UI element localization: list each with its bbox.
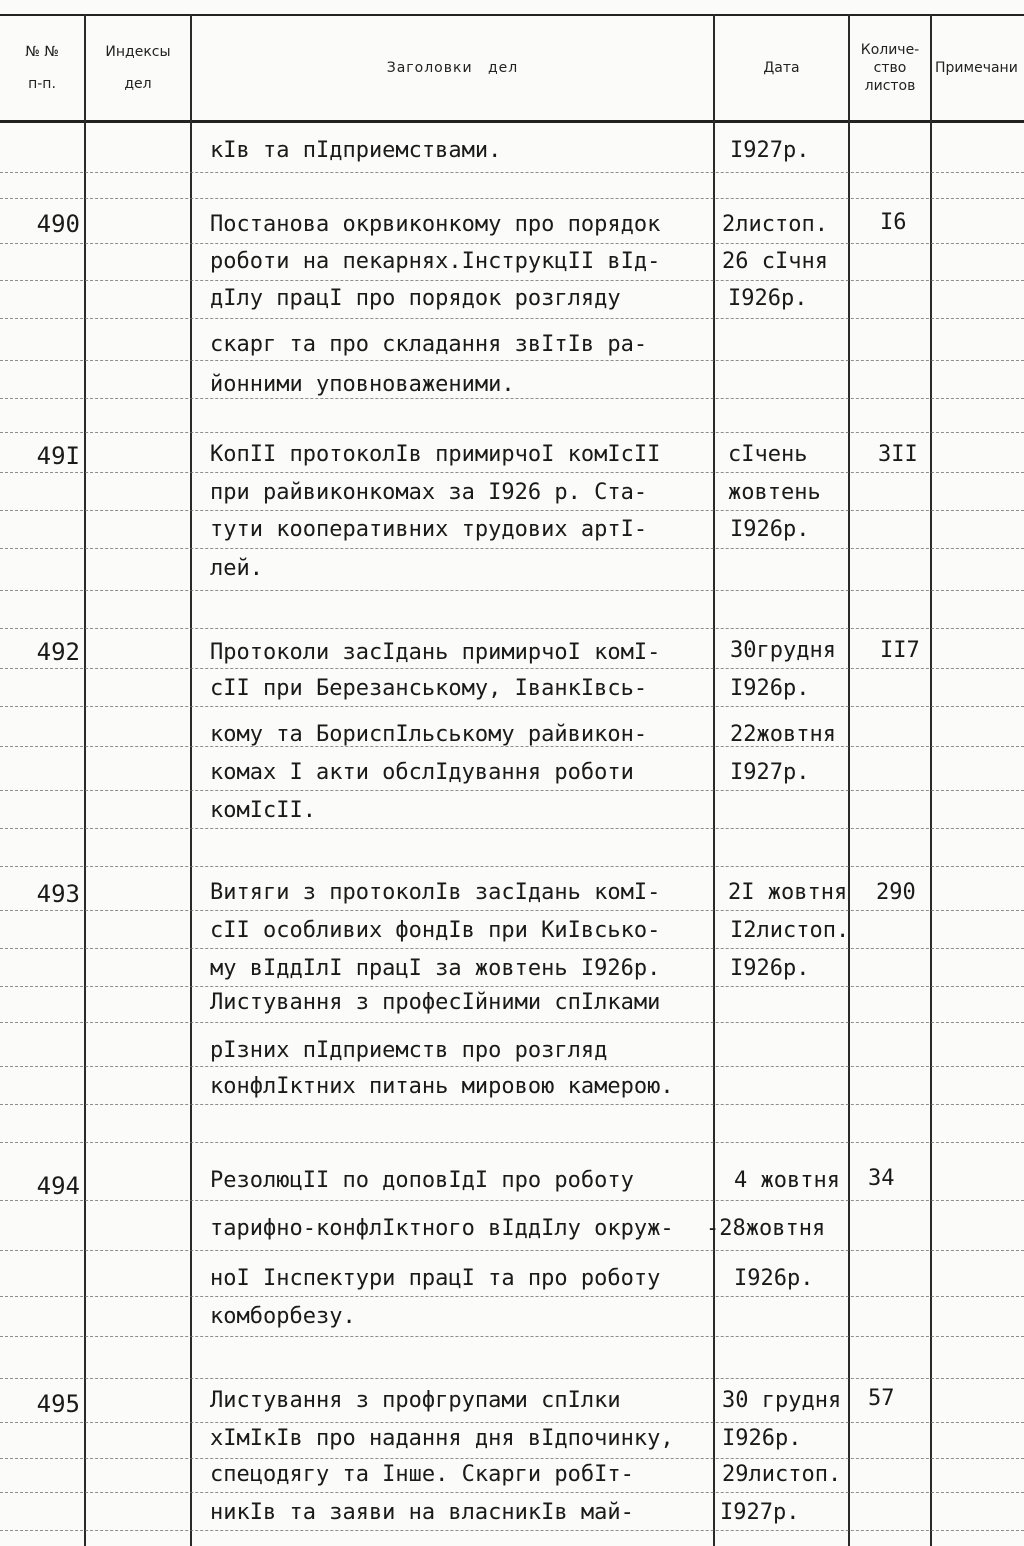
entry-sheet-count: I6 [880, 210, 907, 235]
entry-date: 30грудня [730, 638, 836, 663]
entry-sheet-count: 3II [878, 442, 918, 467]
entry-date: 4 жовтня [734, 1168, 840, 1193]
entry-title-line: му вIддIлI працI за жовтень I926р. [210, 956, 661, 981]
rule-line [0, 510, 1024, 511]
entry-title-line: дIлу працI про порядок розгляду [210, 286, 621, 311]
entry-date: 2I жовтня [728, 880, 848, 905]
header-title-text: Заголовки дел [386, 60, 519, 76]
rule-line [0, 280, 1024, 281]
entry-sheet-count: 290 [876, 880, 916, 905]
entry-title-line: тути кооперативних трудових артI- [210, 517, 648, 542]
entry-date: I926р. [734, 1266, 814, 1291]
header-date-text: Дата [763, 60, 800, 76]
rule-line [0, 472, 1024, 473]
rule-line [0, 1492, 1024, 1493]
entry-title-line: комIсII. [210, 798, 316, 823]
header-index-line1: Индексы [105, 44, 171, 60]
entry-title-line: комборбезу. [210, 1304, 356, 1329]
entry-title-line: при райвиконкомах за I926 р. Ста- [210, 480, 648, 505]
rule-line [0, 172, 1024, 173]
rule-line [0, 910, 1024, 911]
entry-date: I927р. [730, 138, 810, 163]
rule-line [0, 706, 1024, 707]
entry-title-line: Листування з профгрупами спIлки [210, 1388, 621, 1413]
rule-line [0, 1296, 1024, 1297]
header-index-line2: дел [124, 76, 152, 92]
rule-line [0, 1066, 1024, 1067]
entry-title-line: комах I акти обслIдування роботи [210, 760, 634, 785]
rule-line [0, 668, 1024, 669]
entry-number: 493 [36, 880, 80, 908]
header-index [86, 14, 190, 122]
entry-title-line: сII особливих фондIв при КиIвсько- [210, 918, 661, 943]
entry-number: 490 [36, 210, 80, 238]
entry-date: I927р. [730, 760, 810, 785]
entry-title-line: РезолюцII по доповIдI про роботу [210, 1168, 634, 1193]
rule-line [0, 986, 1024, 987]
entry-title-line: конфлIктних питань мировою камерою. [210, 1074, 674, 1099]
header-count-line3: листов [864, 78, 916, 94]
rule-line [0, 1458, 1024, 1459]
header-notes-text: Примечани [935, 60, 1018, 76]
header-title [192, 14, 713, 122]
entry-date: I926р. [730, 517, 810, 542]
rule-line [0, 243, 1024, 244]
entry-date: I926р. [728, 286, 808, 311]
entry-date: 26 сIчня [722, 249, 828, 274]
entry-sheet-count: II7 [880, 638, 920, 663]
header-date [715, 14, 848, 122]
rule-line [0, 1336, 1024, 1337]
entry-title-line: хIмIкIв про надання дня вIдпочинку, [210, 1426, 674, 1451]
entry-number: 495 [36, 1390, 80, 1418]
entry-sheet-count: 57 [868, 1386, 895, 1411]
entry-title-line: роботи на пекарнях.IнструкцII вIд- [210, 249, 661, 274]
entry-title-line: сII при Березанському, IванкIвсь- [210, 676, 648, 701]
rule-line [0, 548, 1024, 549]
entry-title-line: тарифно-конфлIктного вIддIлу окруж- [210, 1216, 674, 1241]
entry-title-line: лей. [210, 556, 263, 581]
entry-number: 492 [36, 638, 80, 666]
entry-title-line: Листування з професIйними спIлками [210, 990, 661, 1015]
rule-line [0, 1142, 1024, 1143]
entry-title-line: йонними уповноваженими. [210, 372, 515, 397]
entry-title-line: кIв та пIдприемствами. [210, 138, 502, 163]
rule-line [0, 828, 1024, 829]
entry-date: -28жовтня [706, 1216, 826, 1241]
header-number-line2: п-п. [28, 76, 56, 92]
entry-date: I926р. [730, 956, 810, 981]
entry-date: I926р. [730, 676, 810, 701]
header-number-line1: № № [25, 44, 59, 60]
entry-date: 30 грудня [722, 1388, 842, 1413]
entry-title-line: никIв та заяви на власникIв май- [210, 1500, 634, 1525]
entry-date: I926р. [722, 1426, 802, 1451]
header-count-line1: Количе- [860, 42, 920, 58]
rule-line [0, 398, 1024, 399]
entry-date: 29листоп. [722, 1462, 842, 1487]
entry-date: жовтень [728, 480, 821, 505]
entry-number: 49I [36, 442, 80, 470]
rule-line [0, 1022, 1024, 1023]
entry-title-line: Постанова окрвиконкому про порядок [210, 212, 661, 237]
rule-line [0, 790, 1024, 791]
entry-title-line: Витяги з протоколIв засIдань комI- [210, 880, 661, 905]
rule-line [0, 1530, 1024, 1531]
rule-line [0, 1378, 1024, 1379]
rule-line [0, 318, 1024, 319]
entry-title-line: скарг та про складання звIтIв ра- [210, 332, 648, 357]
rule-line [0, 948, 1024, 949]
entry-sheet-count: 34 [868, 1166, 895, 1191]
rule-line [0, 1200, 1024, 1201]
rule-line [0, 1104, 1024, 1105]
rule-line [0, 1422, 1024, 1423]
entry-title-line: спецодягу та Iнше. Скарги робIт- [210, 1462, 634, 1487]
header-number [0, 14, 84, 122]
entry-date: 22жовтня [730, 722, 836, 747]
entry-title-line: рIзних пIдприемств про розгляд [210, 1038, 608, 1063]
rule-line [0, 360, 1024, 361]
header-count-line2: ство [873, 60, 907, 76]
header-notes [932, 14, 1024, 122]
entry-title-line: Протоколи засIдань примирчоI комI- [210, 640, 661, 665]
entry-title-line: кому та БориспIльському райвикон- [210, 722, 648, 747]
rule-line [0, 1250, 1024, 1251]
entry-number: 494 [36, 1172, 80, 1200]
entry-title-line: ноI Iнспектури працI та про роботу [210, 1266, 661, 1291]
rule-line [0, 866, 1024, 867]
entry-date: сIчень [728, 442, 808, 467]
rule-line [0, 198, 1024, 199]
header-count [850, 14, 930, 122]
rule-line [0, 590, 1024, 591]
entry-date: I2листоп. [730, 918, 850, 943]
rule-line [0, 432, 1024, 433]
entry-title-line: КопII протоколIв примирчоI комIсII [210, 442, 661, 467]
rule-line [0, 628, 1024, 629]
entry-date: 2листоп. [722, 212, 828, 237]
entry-date: I927р. [720, 1500, 800, 1525]
